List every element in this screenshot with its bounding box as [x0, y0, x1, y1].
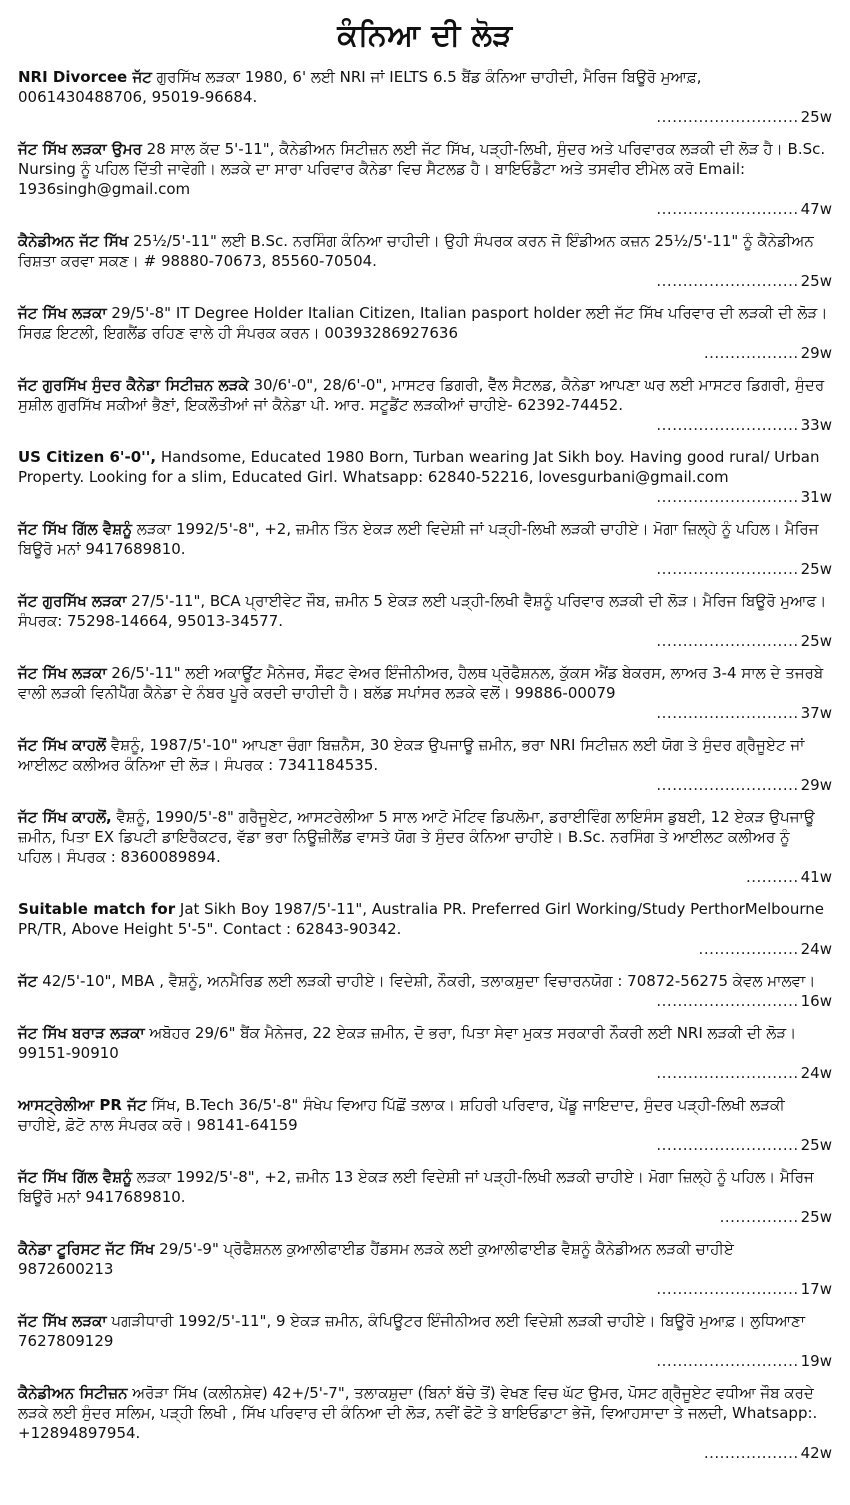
ad-lead: ਕੈਨੇਡਾ ਟੂਰਿਸਟ ਜੱਟ ਸਿੱਖ — [18, 1240, 155, 1258]
ad-text: ਗੁਰਸਿੱਖ ਲੜਕਾ 1980, 6' ਲਈ NRI ਜਾਂ IELTS 6.5 ਬੈਂਡ ਕੰਨਿਆ ਚਾਹੀਦੀ, ਮੈਰਿਜ ਬਿਊਰੋ ਮੁਆਫ਼, 0061430488706, 95019-96684. — [18, 68, 702, 106]
ad-code: 16w — [800, 992, 832, 1010]
ad-text: ਵੈਸ਼ਨੂੰ, 1990/5'-8" ਗਰੈਜੂਏਟ, ਆਸਟਰੇਲੀਆ 5 ਸਾਲ ਆਟੋ ਮੋਟਿਵ ਡਿਪਲੋਮਾ, ਡਰਾਈਵਿੰਗ ਲਾਇਸੰਸ ਡੁਬਈ, 12 ਏਕੜ ਉਪਜਾਊ ਜ਼ਮੀਨ, ਪਿਤਾ EX ਡਿਪਟੀ ਡਾਇਰੈਕਟਰ, ਵੱਡਾ ਭਰਾ ਨਿਊਜ਼ੀਲੈਂਡ ਵਾਸਤੇ ਯੋਗ ਤੇ ਸੁੰਦਰ ਕੰਨਿਆ ਚਾਹੀਏ। B.Sc. ਨਰਸਿੰਗ ਤੇ ਆਈਲਟ ਕਲੀਅਰ ਨੂੰ ਪਹਿਲ। ਸੰਪਰਕ : 8360089894. — [18, 808, 815, 866]
ad-dots: ........................... — [656, 1352, 799, 1370]
ad-code: 31w — [800, 488, 832, 506]
ad-code-row — [18, 775, 832, 795]
ad-code: 19w — [800, 1352, 832, 1370]
ad-dots: ........................... — [656, 992, 799, 1010]
ad-code-row — [18, 939, 832, 959]
ad-code-row — [18, 343, 832, 363]
ad-dots: ........................... — [656, 416, 799, 434]
ad-lead: ਜੱਟ ਸਿੱਖ ਗਿੱਲ ਵੈਸ਼ਨੂੰ — [18, 520, 132, 538]
ad-lead: ਕੈਨੇਡੀਅਨ ਸਿਟੀਜ਼ਨ — [18, 1384, 128, 1402]
ad-code-row — [18, 1063, 832, 1083]
classified-ad — [18, 591, 832, 651]
ad-text: ਲੜਕਾ 1992/5'-8", +2, ਜ਼ਮੀਨ ਤਿੰਨ ਏਕੜ ਲਈ ਵਿਦੇਸ਼ੀ ਜਾਂ ਪੜ੍ਹੀ-ਲਿਖੀ ਲੜਕੀ ਚਾਹੀਏ। ਮੋਗਾ ਜ਼ਿਲ੍ਹੇ ਨੂੰ ਪਹਿਲ। ਮੈਰਿਜ ਬਿਊਰੋ ਮਨਾਂ 9417689810. — [18, 520, 819, 558]
ad-code: 29w — [800, 776, 832, 794]
ad-code-row — [18, 1135, 832, 1155]
ad-code-row — [18, 1279, 832, 1299]
ad-code: 33w — [800, 416, 832, 434]
ad-text: Jat Sikh Boy 1987/5'-11", Australia PR. Preferred Girl Working/Study PerthorMelbourne PR/TR, Above Height 5'-5". Contact : 62843-90342. — [18, 900, 824, 938]
ad-code-row — [18, 1351, 832, 1371]
ad-text: 29/5'-9" ਪ੍ਰੋਫੈਸ਼ਨਲ ਕੁਆਲੀਫਾਈਡ ਹੈਂਡਸਮ ਲੜਕੇ ਲਈ ਕੁਆਲੀਫਾਈਡ ਵੈਸ਼ਨੂੰ ਕੈਨੇਡੀਅਨ ਲੜਕੀ ਚਾਹੀਏ 9872600213 — [18, 1240, 734, 1278]
ad-dots: ........................... — [656, 488, 799, 506]
ad-code-row — [18, 487, 832, 507]
ad-code-row — [18, 1443, 832, 1463]
ad-text: 30/6'-0", 28/6'-0", ਮਾਸਟਰ ਡਿਗਰੀ, ਵੈੱਲ ਸੈਟਲਡ, ਕੈਨੇਡਾ ਆਪਣਾ ਘਰ ਲਈ ਮਾਸਟਰ ਡਿਗਰੀ, ਸੁੰਦਰ ਸੁਸ਼ੀਲ ਗੁਰਸਿੱਖ ਸਕੀਆਂ ਭੈਣਾਂ, ਇਕਲੌਤੀਆਂ ਜਾਂ ਕੈਨੇਡਾ ਪੀ. ਆਰ. ਸਟੂਡੈਂਟ ਲੜਕੀਆਂ ਚਾਹੀਏ- 62392-74452. — [18, 376, 825, 414]
ad-code: 17w — [800, 1280, 832, 1298]
classified-ad — [18, 1311, 832, 1371]
ad-text: ਸਿੱਖ, B.Tech 36/5'-8" ਸੰਖੇਪ ਵਿਆਹ ਪਿੱਛੋਂ ਤਲਾਕ। ਸ਼ਹਿਰੀ ਪਰਿਵਾਰ, ਪੇਂਡੂ ਜਾਇਦਾਦ, ਸੁੰਦਰ ਪੜ੍ਹੀ-ਲਿਖੀ ਲੜਕੀ ਚਾਹੀਏ, ਫ਼ੋਟੋ ਨਾਲ ਸੰਪਰਕ ਕਰੋ। 98141-64159 — [18, 1096, 785, 1134]
ad-lead: ਜੱਟ ਗੁਰਸਿੱਖ ਸੁੰਦਰ ਕੈਨੇਡਾ ਸਿਟੀਜ਼ਨ ਲੜਕੇ — [18, 376, 249, 394]
ad-lead: NRI Divorcee ਜੱਟ — [18, 68, 152, 86]
ad-text: ਅਰੋੜਾ ਸਿੱਖ (ਕਲੀਨਸ਼ੇਵ) 42+/5'-7", ਤਲਾਕਸ਼ੁਦਾ (ਬਿਨਾਂ ਬੱਚੇ ਤੋਂ) ਵੇਖਣ ਵਿਚ ਘੱਟ ਉਮਰ, ਪੋਸਟ ਗ੍ਰੈਜੂਏਟ ਵਧੀਆ ਜੌਬ ਕਰਦੇ ਲੜਕੇ ਲਈ ਸੁੰਦਰ ਸਲਿਮ, ਪੜ੍ਹੀ ਲਿਖੀ , ਸਿੱਖ ਪਰਿਵਾਰ ਦੀ ਕੰਨਿਆ ਦੀ ਲੋੜ, ਨਵੀਂ ਫੋਟੋ ਤੇ ਬਾਇਓਡਾਟਾ ਭੇਜੋ, ਵਿਆਹਸਾਦਾ ਤੇ ਜਲਦੀ, Whatsapp:. +12894897954. — [18, 1384, 818, 1442]
ad-dots: ........................... — [656, 1280, 799, 1298]
ad-lead: ਜੱਟ ਸਿੱਖ ਲੜਕਾ — [18, 664, 107, 682]
ad-lead: ਜੱਟ ਸਿੱਖ ਲੜਕਾ ਉਮਰ — [18, 140, 142, 158]
classified-ad — [18, 663, 832, 723]
ad-code: 25w — [800, 272, 832, 290]
ad-text: ਵੈਸ਼ਨੂੰ, 1987/5'-10" ਆਪਣਾ ਚੰਗਾ ਬਿਜ਼ਨੈਸ, 30 ਏਕੜ ਉਪਜਾਊ ਜ਼ਮੀਨ, ਭਰਾ NRI ਸਿਟੀਜ਼ਨ ਲਈ ਯੋਗ ਤੇ ਸੁੰਦਰ ਗ੍ਰੈਜੂਏਟ ਜਾਂ ਆਈਲਟ ਕਲੀਅਰ ਕੰਨਿਆ ਦੀ ਲੋੜ। ਸੰਪਰਕ : 7341184535. — [18, 736, 805, 774]
classified-ad — [18, 447, 832, 507]
ad-code-row — [18, 415, 832, 435]
ad-code: 25w — [800, 1136, 832, 1154]
ad-code-row — [18, 631, 832, 651]
ads-list — [18, 67, 832, 1463]
ad-dots: ........................... — [656, 704, 799, 722]
ad-text: Handsome, Educated 1980 Born, Turban wearing Jat Sikh boy. Having good rural/ Urban Property. Looking for a slim, Educated Girl. Whatsapp: 62840-52216, lovesgurbani@gmail.com — [18, 448, 820, 486]
ad-dots: ........................... — [656, 108, 799, 126]
ad-text: 29/5'-8" IT Degree Holder Italian Citizen, Italian pasport holder ਲਈ ਜੱਟ ਸਿੱਖ ਪਰਿਵਾਰ ਦੀ ਲੜਕੀ ਦੀ ਲੋੜ। ਸਿਰਫ਼ ਇਟਲੀ, ਇਗਲੈਂਡ ਰਹਿਣ ਵਾਲੇ ਹੀ ਸੰਪਰਕ ਕਰਨ। 00393286927636 — [18, 304, 828, 342]
ad-text: ਅਬੋਹਰ 29/6" ਬੈਂਕ ਮੈਨੇਜਰ, 22 ਏਕੜ ਜ਼ਮੀਨ, ਦੋ ਭਰਾ, ਪਿਤਾ ਸੇਵਾ ਮੁਕਤ ਸਰਕਾਰੀ ਨੌਕਰੀ ਲਈ NRI ਲੜਕੀ ਦੀ ਲੋੜ। 99151-90910 — [18, 1024, 797, 1062]
ad-dots: .................. — [703, 1444, 799, 1462]
ad-code: 24w — [800, 1064, 832, 1082]
ad-dots: ........................... — [656, 200, 799, 218]
ad-lead: ਕੈਨੇਡੀਅਨ ਜੱਟ ਸਿੱਖ — [18, 232, 129, 250]
page-title: ਕੰਨਿਆ ਦੀ ਲੋੜ — [337, 18, 513, 53]
ad-code-row — [18, 199, 832, 219]
ad-lead: ਜੱਟ ਸਿੱਖ ਗਿੱਲ ਵੈਸ਼ਨੂੰ — [18, 1168, 132, 1186]
classified-ad — [18, 303, 832, 363]
ad-lead: ਜੱਟ — [18, 972, 38, 990]
ad-lead: ਆਸਟ੍ਰੇਲੀਆ PR ਜੱਟ — [18, 1096, 147, 1114]
ad-code: 25w — [800, 632, 832, 650]
ad-lead: ਜੱਟ ਸਿੱਖ ਲੜਕਾ — [18, 1312, 107, 1330]
ad-text: 26/5'-11" ਲਈ ਅਕਾਊਂਟ ਮੈਨੇਜਰ, ਸੌਫਟ ਵੇਅਰ ਇੰਜੀਨੀਅਰ, ਹੈਲਥ ਪ੍ਰੋਫੈਸ਼ਨਲ, ਕੁੱਕਸ ਐਂਡ ਬੇਕਰਸ, ਲਾਅਰ 3-4 ਸਾਲ ਦੇ ਤਜਰਬੇ ਵਾਲੀ ਲੜਕੀ ਵਿਨੀਪੈੱਗ ਕੈਨੇਡਾ ਦੇ ਨੰਬਰ ਪੂਰੇ ਕਰਦੀ ਚਾਹੀਦੀ ਹੈ। ਬਲੱਡ ਸਪਾਂਸਰ ਲੜਕੇ ਵਲੋਂ। 99886-00079 — [18, 664, 824, 702]
ad-dots: .................. — [703, 344, 799, 362]
ad-code: 42w — [800, 1444, 832, 1462]
ad-dots: ........................... — [656, 1136, 799, 1154]
ad-code-row — [18, 1207, 832, 1227]
ad-code: 25w — [800, 108, 832, 126]
ad-lead: ਜੱਟ ਸਿੱਖ ਬਰਾੜ ਲੜਕਾ — [18, 1024, 145, 1042]
ad-text: 27/5'-11", BCA ਪ੍ਰਾਈਵੇਟ ਜੌਬ, ਜ਼ਮੀਨ 5 ਏਕੜ ਲਈ ਪੜ੍ਹੀ-ਲਿਖੀ ਵੈਸ਼ਨੂੰ ਪਰਿਵਾਰ ਲੜਕੀ ਦੀ ਲੋੜ। ਮੈਰਿਜ ਬਿਊਰੋ ਮੁਆਫ। ਸੰਪਰਕ: 75298-14664, 95013-34577. — [18, 592, 827, 630]
ad-text: ਲੜਕਾ 1992/5'-8", +2, ਜ਼ਮੀਨ 13 ਏਕੜ ਲਈ ਵਿਦੇਸ਼ੀ ਜਾਂ ਪੜ੍ਹੀ-ਲਿਖੀ ਲੜਕੀ ਚਾਹੀਏ। ਮੋਗਾ ਜ਼ਿਲ੍ਹੇ ਨੂੰ ਪਹਿਲ। ਮੈਰਿਜ ਬਿਊਰੋ ਮਨਾਂ 9417689810. — [18, 1168, 814, 1206]
ad-code: 24w — [800, 940, 832, 958]
classified-ad — [18, 139, 832, 219]
classified-ad — [18, 67, 832, 127]
ad-text: 42/5'-10", MBA , ਵੈਸ਼ਨੂੰ, ਅਨਮੈਰਿਡ ਲਈ ਲੜਕੀ ਚਾਹੀਏ। ਵਿਦੇਸ਼ੀ, ਨੌਕਰੀ, ਤਲਾਕਸ਼ੁਦਾ ਵਿਚਾਰਨਯੋਗ : 70872-56275 ਕੇਵਲ ਮਾਲਵਾ। — [37, 972, 816, 990]
ad-code-row — [18, 867, 832, 887]
ad-text: 25½/5'-11" ਲਈ B.Sc. ਨਰਸਿੰਗ ਕੰਨਿਆ ਚਾਹੀਦੀ। ਉਹੀ ਸੰਪਰਕ ਕਰਨ ਜੋ ਇੰਡੀਅਨ ਕਜ਼ਨ 25½/5'-11" ਨੂੰ ਕੈਨੇਡੀਅਨ ਰਿਸ਼ਤਾ ਕਰਵਾ ਸਕਣ। # 98880-70673, 85560-70504. — [18, 232, 814, 270]
classified-ad — [18, 1023, 832, 1083]
ad-code: 37w — [800, 704, 832, 722]
ad-lead: Suitable match for — [18, 900, 176, 918]
classified-ad — [18, 1239, 832, 1299]
classified-ad — [18, 1167, 832, 1227]
ad-dots: ............... — [719, 1208, 799, 1226]
ad-text: 28 ਸਾਲ ਕੱਦ 5'-11", ਕੈਨੇਡੀਅਨ ਸਿਟੀਜ਼ਨ ਲਈ ਜੱਟ ਸਿੱਖ, ਪੜ੍ਹੀ-ਲਿਖੀ, ਸੁੰਦਰ ਅਤੇ ਪਰਿਵਾਰਕ ਲੜਕੀ ਦੀ ਲੋੜ ਹੈ। B.Sc. Nursing ਨੂੰ ਪਹਿਲ ਦਿੱਤੀ ਜਾਵੇਗੀ। ਲੜਕੇ ਦਾ ਸਾਰਾ ਪਰਿਵਾਰ ਕੈਨੇਡਾ ਵਿਚ ਸੈਟਲਡ ਹੈ। ਬਾਇਓਡੈਟਾ ਅਤੇ ਤਸਵੀਰ ਈਮੇਲ ਕਰੋ Email: 1936singh@gmail.com — [18, 140, 826, 198]
ad-code: 41w — [800, 868, 832, 886]
ad-lead: ਜੱਟ ਗੁਰਸਿੱਖ ਲੜਕਾ — [18, 592, 127, 610]
classified-ad — [18, 231, 832, 291]
classified-ad — [18, 1095, 832, 1155]
classified-ad — [18, 735, 832, 795]
ad-lead: ਜੱਟ ਸਿੱਖ ਕਾਹਲੋਂ, — [18, 808, 112, 826]
ad-lead: ਜੱਟ ਸਿੱਖ ਲੜਕਾ — [18, 304, 107, 322]
ad-code: 29w — [800, 344, 832, 362]
ad-lead: US Citizen 6'-0'', — [18, 448, 157, 466]
ad-code: 25w — [800, 560, 832, 578]
ad-dots: ........................... — [656, 1064, 799, 1082]
ad-code: 47w — [800, 200, 832, 218]
ad-dots: ................... — [698, 940, 799, 958]
ad-code-row — [18, 107, 832, 127]
ad-lead: ਜੱਟ ਸਿੱਖ ਕਾਹਲੋਂ — [18, 736, 107, 754]
ad-code-row — [18, 991, 832, 1011]
classified-ad — [18, 899, 832, 959]
classified-ad — [18, 375, 832, 435]
ad-dots: ........................... — [656, 272, 799, 290]
ad-dots: .......... — [745, 868, 799, 886]
classified-ad — [18, 519, 832, 579]
ad-dots: ........................... — [656, 560, 799, 578]
ad-dots: ........................... — [656, 776, 799, 794]
ad-code-row — [18, 271, 832, 291]
ad-code: 25w — [800, 1208, 832, 1226]
classified-ad — [18, 807, 832, 887]
ad-text: ਪਗੜੀਧਾਰੀ 1992/5'-11", 9 ਏਕੜ ਜ਼ਮੀਨ, ਕੰਪਿਊਟਰ ਇੰਜੀਨੀਅਰ ਲਈ ਵਿਦੇਸ਼ੀ ਲੜਕੀ ਚਾਹੀਏ। ਬਿਊਰੋ ਮੁਆਫ਼। ਲੁਧਿਆਣਾ 7627809129 — [18, 1312, 806, 1350]
ad-code-row — [18, 703, 832, 723]
classified-ad — [18, 1383, 832, 1463]
ad-dots: ........................... — [656, 632, 799, 650]
classified-ad — [18, 971, 832, 1011]
ad-code-row — [18, 559, 832, 579]
